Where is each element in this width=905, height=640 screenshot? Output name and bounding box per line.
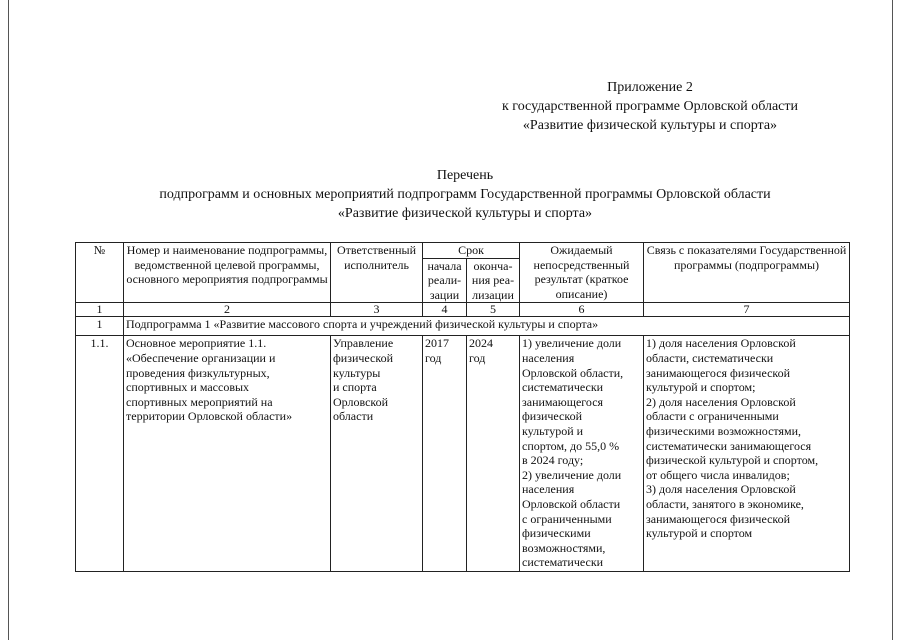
row-link-line: 3) доля населения Орловской	[646, 482, 796, 497]
row-link	[644, 336, 850, 572]
row-executor	[331, 336, 423, 572]
row-executor-line: области	[333, 409, 374, 424]
page-right-border	[892, 0, 893, 640]
row-name-line: проведения физкультурных,	[126, 365, 270, 380]
subprogram-row	[76, 317, 850, 336]
column-number: 6	[520, 303, 644, 317]
row-result-line: занимающегося	[522, 394, 604, 409]
row-result-line: спортом, до 55,0 %	[522, 438, 620, 453]
row-link-line: занимающегося физической	[646, 365, 791, 380]
row-link-line: области, систематически	[646, 350, 774, 365]
row-result-line: Орловской области,	[522, 365, 624, 380]
header-result: Ожидаемый непосредственный результат (краткое описание)	[520, 243, 644, 303]
header-row-top	[76, 243, 850, 259]
page-left-border	[8, 0, 9, 640]
header-link: Связь с показателями Государственной программы (подпрограммы)	[644, 243, 850, 303]
row-executor-line: Управление	[333, 336, 394, 351]
appendix-program-name: «Развитие физической культуры и спорта»	[522, 118, 778, 133]
heading-program-name: «Развитие физической культуры и спорта»	[337, 206, 593, 221]
row-link-line: культурой и спортом	[646, 526, 753, 541]
appendix-block	[440, 78, 860, 135]
row-name-line: спортивных и массовых	[126, 380, 250, 395]
document-heading	[80, 166, 850, 223]
header-name: Номер и наименование подпрограммы, ведомственной целевой программы, основного мероприятия подпрограммы	[124, 243, 331, 303]
row-number: 1.1.	[76, 336, 124, 572]
row-name-line: «Обеспечение организации и	[126, 350, 276, 365]
row-executor-line: физической	[333, 350, 393, 365]
column-number: 4	[423, 303, 467, 317]
row-start-line: год	[425, 350, 442, 365]
header-executor: Ответственный исполнитель	[331, 243, 423, 303]
row-start-line: 2017	[425, 336, 449, 351]
row-result-line: культурой и	[522, 423, 584, 438]
column-number: 5	[467, 303, 520, 317]
row-link-line: области с ограниченными	[646, 409, 779, 424]
row-result-line: физическими	[522, 526, 591, 541]
column-number-row	[76, 303, 850, 317]
column-number: 3	[331, 303, 423, 317]
header-end: оконча-ния реа-лизации	[467, 258, 520, 303]
row-result-line: населения	[522, 350, 575, 365]
row-result	[520, 336, 644, 572]
row-link-line: области, занятого в экономике,	[646, 496, 804, 511]
column-number: 1	[76, 303, 124, 317]
row-link-line: 1) доля населения Орловской	[646, 336, 796, 351]
row-result-line: Орловской области	[522, 496, 621, 511]
subprograms-table	[75, 242, 850, 572]
row-link-line: от общего числа инвалидов;	[646, 467, 790, 482]
row-link-line: физической культурой и спортом,	[646, 453, 819, 468]
row-link-line: культурой и спортом;	[646, 380, 756, 395]
row-end-line: 2024	[469, 336, 493, 351]
row-executor-line: и спорта	[333, 380, 377, 395]
row-result-line: в 2024 году;	[522, 453, 584, 468]
row-link-line: занимающегося физической	[646, 511, 791, 526]
table-row	[76, 336, 850, 572]
row-name-line: спортивных мероприятий на	[126, 394, 273, 409]
row-result-line: возможностями,	[522, 540, 606, 555]
row-result-line: населения	[522, 482, 575, 497]
row-result-line: систематически	[522, 380, 604, 395]
row-name-line: Основное мероприятие 1.1.	[126, 336, 267, 351]
row-result-line: 1) увеличение доли	[522, 336, 622, 351]
header-num: №	[76, 243, 124, 303]
appendix-title: Приложение 2	[607, 80, 693, 95]
row-executor-line: Орловской	[333, 394, 389, 409]
row-result-line: с ограниченными	[522, 511, 612, 526]
subprogram-title: Подпрограмма 1 «Развитие массового спорта и учреждений физической культуры и спорта»	[124, 317, 850, 336]
row-name-line: территории Орловской области»	[126, 409, 293, 424]
row-link-line: 2) доля населения Орловской	[646, 394, 796, 409]
subprogram-number: 1	[76, 317, 124, 336]
row-start	[423, 336, 467, 572]
row-result-line: 2) увеличение доли	[522, 467, 622, 482]
heading-title: Перечень	[436, 168, 494, 183]
row-executor-line: культуры	[333, 365, 381, 380]
header-start: начала реали-зации	[423, 258, 467, 303]
row-link-line: физическими возможностями,	[646, 423, 802, 438]
row-link-line: систематически занимающегося	[646, 438, 812, 453]
row-result-line: физической	[522, 409, 582, 424]
column-number: 7	[644, 303, 850, 317]
row-end-line: год	[469, 350, 486, 365]
header-term: Срок	[423, 243, 520, 259]
appendix-program: к государственной программе Орловской области	[502, 99, 798, 114]
row-end	[467, 336, 520, 572]
heading-subtitle: подпрограмм и основных мероприятий подпрограмм Государственной программы Орловской области	[159, 187, 771, 202]
row-name	[124, 336, 331, 572]
column-number: 2	[124, 303, 331, 317]
row-result-line: систематически	[522, 555, 604, 570]
